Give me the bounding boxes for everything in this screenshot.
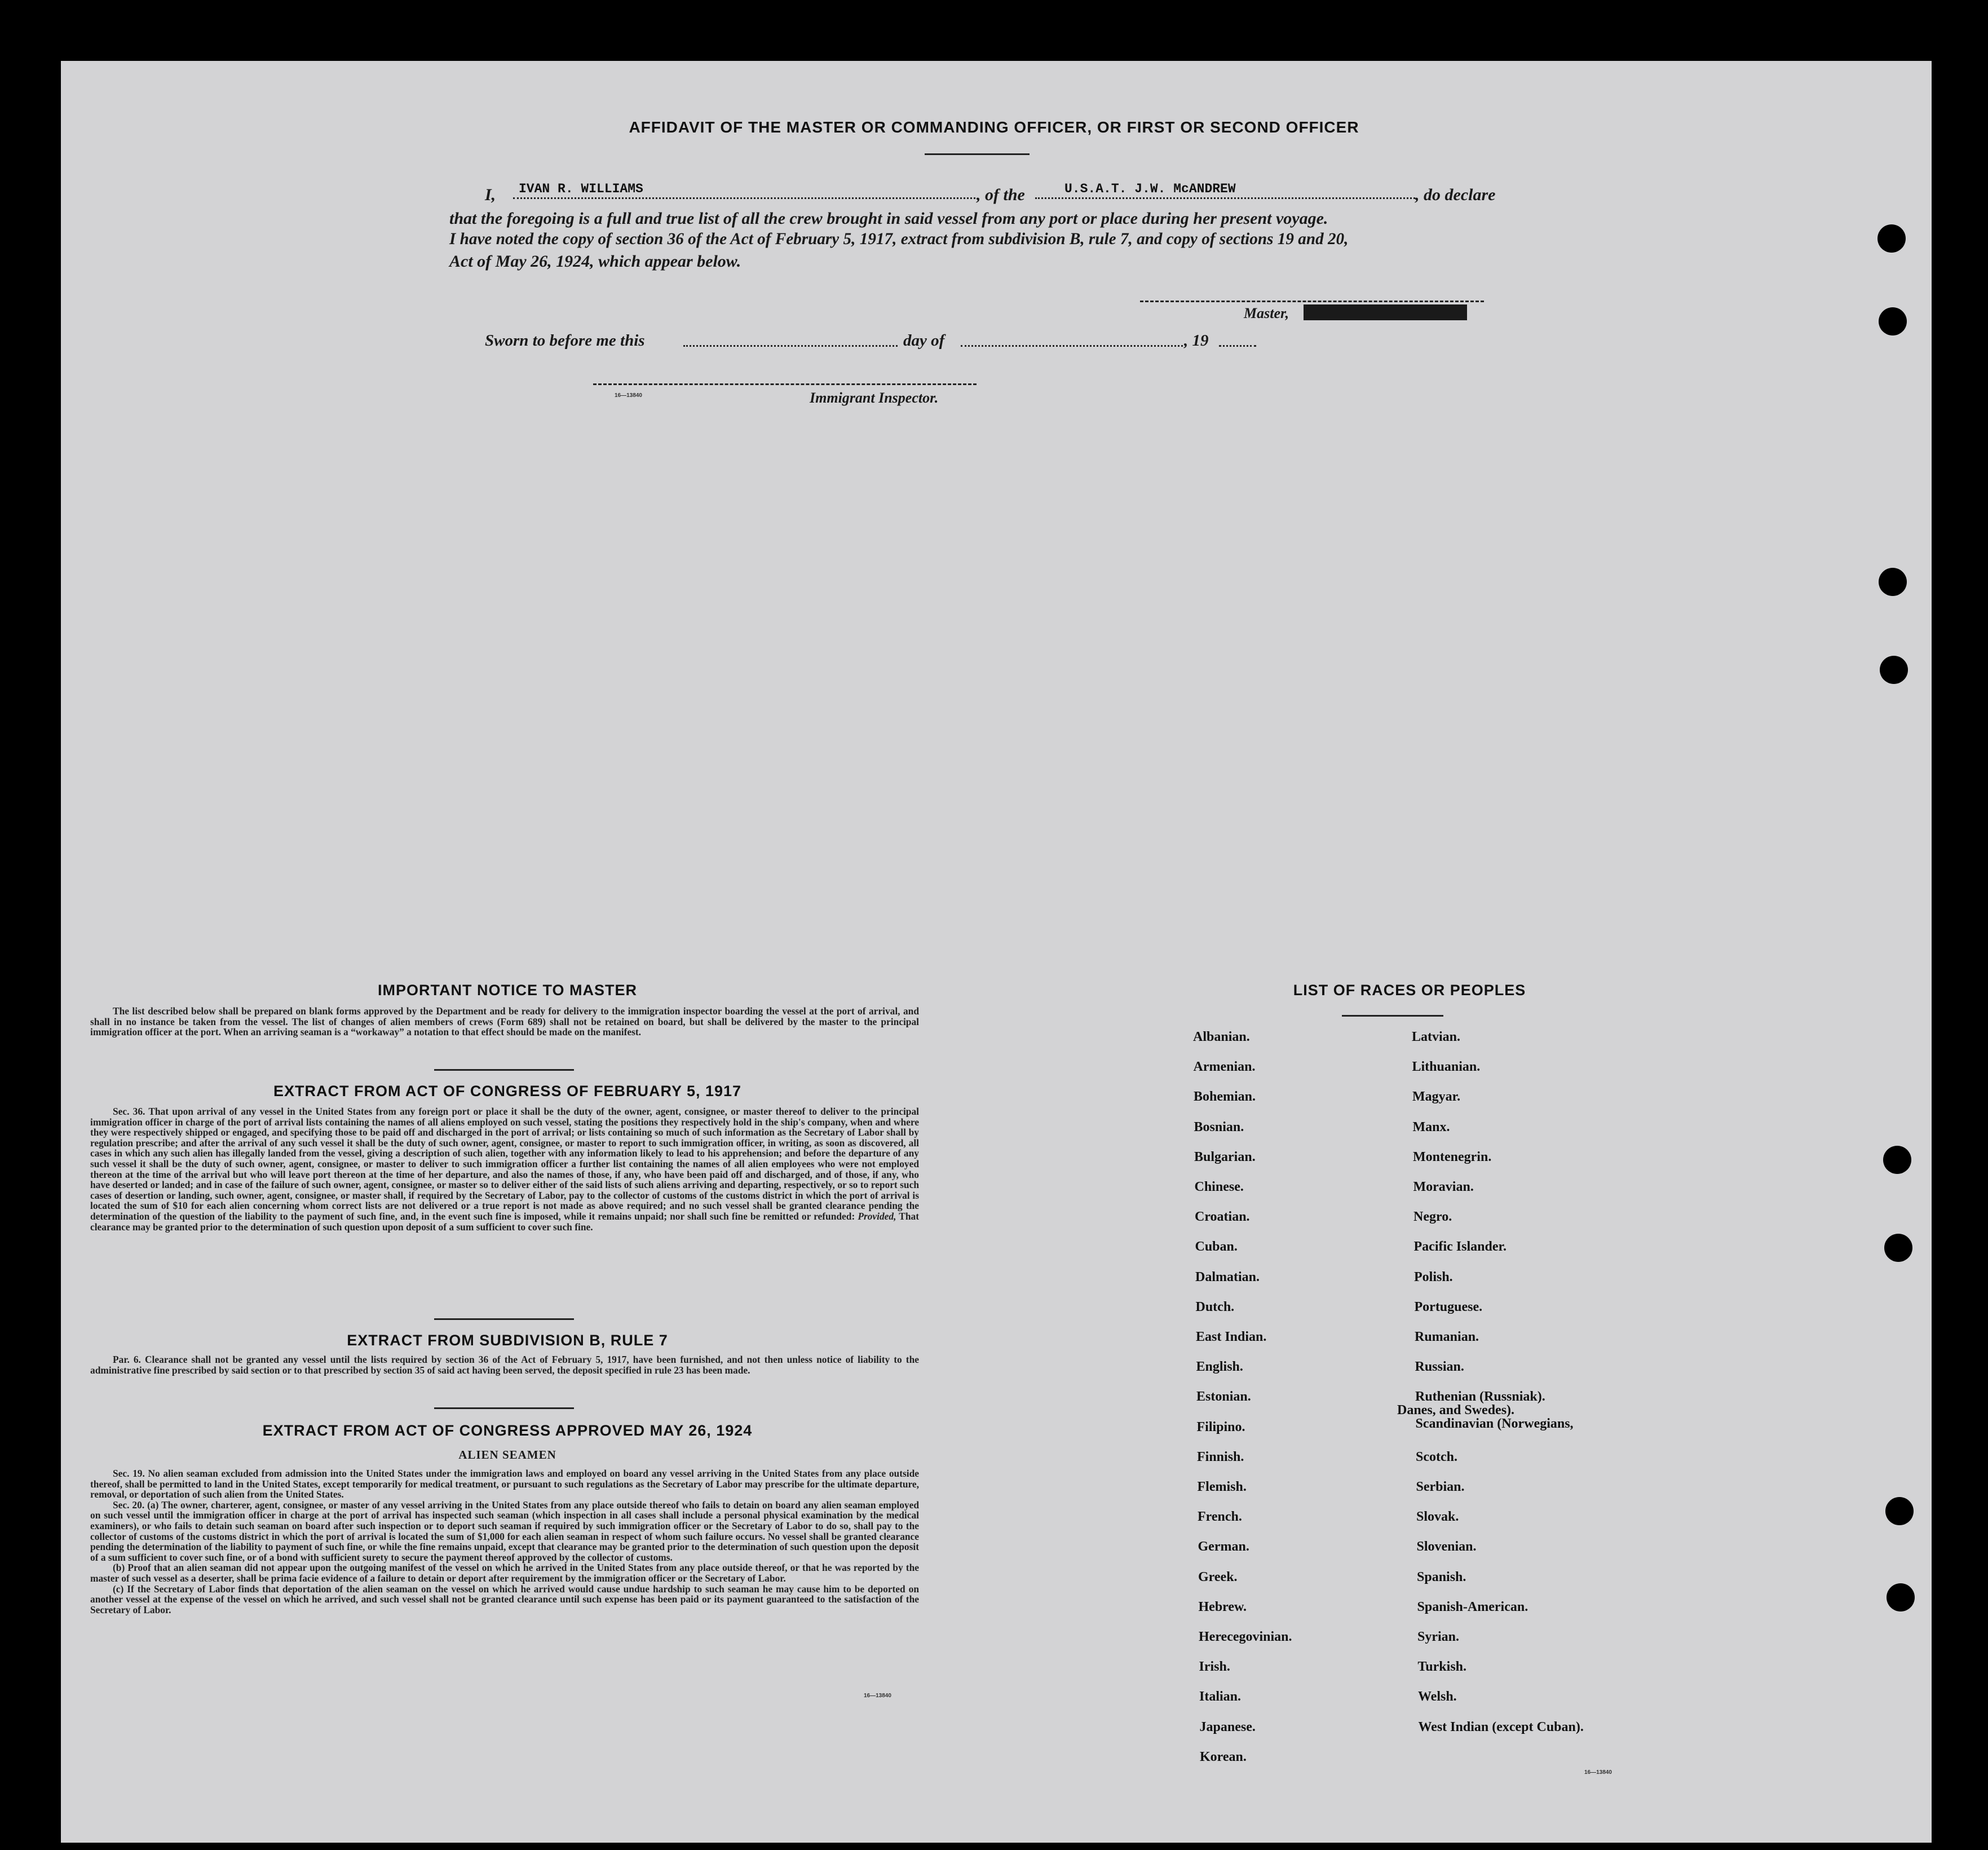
year-label: , 19 [1184,332,1209,350]
affidavit-line: that the foregoing is a full and true list of all the crew brought in said vessel from any port or place during her present voyage. [449,209,1328,228]
extract-rule7-body [90,1354,919,1375]
race-item: Chinese. [1194,1180,1244,1194]
race-item: Cuban. [1195,1239,1238,1255]
race-item: Dutch. [1195,1299,1235,1314]
signature-line [1140,301,1484,302]
race-item: Danes, and Swedes). [1397,1403,1515,1418]
race-item: Estonian. [1196,1389,1251,1405]
redacted-text [1304,304,1467,320]
alien-seamen-subtitle: ALIEN SEAMEN [458,1448,556,1462]
race-item: Latvian. [1412,1030,1461,1044]
race-item: Montenegrin. [1413,1149,1492,1164]
punch-hole [1883,1146,1911,1174]
race-item: Irish. [1199,1659,1230,1675]
affidavit-line: I have noted the copy of section 36 of the Act of February 5, 1917, extract from subdivision B, rule 7, and copy of sections 19 and 20, [449,230,1349,248]
race-item: Flemish. [1197,1480,1247,1494]
vessel-blank [1035,197,1415,199]
race-item: Polish. [1414,1269,1453,1284]
punch-hole [1879,568,1907,596]
affidavit-line: Act of May 26, 1924, which appear below. [449,252,741,271]
name-blank [513,197,975,199]
section-text: (c) If the Secretary of Labor finds that deportation of the alien seaman on the vessel on which he arrived would cause undue hardship to such seaman he may cause him to be deported on another vessel at the expense of the vessel on which he arrived, and such vessel shall not be granted clearance until such expense has been paid or its payment guaranteed to the satisfaction of the Secretary of Labor. [90,1583,919,1615]
punch-hole [1885,1497,1914,1525]
sworn-label: Sworn to before me this [485,332,645,350]
race-item: Armenian. [1193,1059,1256,1075]
extract-rule7-title: EXTRACT FROM SUBDIVISION B, RULE 7 [347,1332,668,1349]
race-item: Dalmatian. [1195,1269,1260,1284]
extract-1924-body [90,1468,919,1615]
divider [1342,1015,1443,1017]
race-item: Rumanian. [1415,1330,1479,1344]
race-item: Finnish. [1197,1449,1244,1464]
section-label: Sec. 36. [113,1106,145,1117]
divider [434,1069,574,1071]
punch-hole [1884,1234,1912,1262]
race-item: Hebrew. [1198,1599,1247,1614]
form-number: 16—13840 [864,1693,891,1699]
section-text: That upon arrival of any vessel in the United States from any foreign port or place it shall be the duty of the owner, agent, consignee, or master thereof to deliver to the principal immigration officer in charge of the port of arrival lists containing the names of all aliens employed on such vessel, stating the positions they respectively hold in the ship's company, when and where they were respectively shipped or engaged, and specifying those to be paid off and discharged in the port of arrival; or lists containing so much of such information as the Secretary of Labor shall by regulation prescribe; and after the arrival of any such vessel it shall be the duty of such owner, agent, consignee, or master to report to such immigration officer, in writing, as soon as discovered, all cases in which any such alien has illegally landed from the vessel, giving a description of such alien, together with any information likely to lead to his apprehension; and before the departure of any such vessel it shall be the duty of such owner, agent, consignee, or master to deliver to such immigration officer a further list containing the names of all alien employees who were not employed thereon at the time of the arrival but who will leave port thereon at the time of her departure, and also the names of those, if any, who have been paid off and discharged, and of those, if any, who have deserted or landed; and in case of the failure of such owner, agent, consignee, or master so to deliver either of the said lists of such aliens arriving and departing, respectively, or so to report such cases of desertion or landing, such owner, agent, consignee, or master shall, if required by the Secretary of Labor, pay to the collector of customs of the customs district in which the port of arrival is located the sum of $10 for each alien concerning whom correct lists are not delivered or a true report is not made as above required; and no such vessel shall be granted clearance pending the determination of the question of the liability to the payment of such fine, and, in the event such fine is imposed, while it remains unpaid; nor shall such fine be remitted or refunded: [90,1106,919,1222]
notice-title: IMPORTANT NOTICE TO MASTER [378,982,637,999]
rule7-paragraph: Par. 6. Clearance shall not be granted any vessel until the lists required by section 36 of the Act of February 5, 1917, have been furnished, and not then unless notice of liability to the administrative fine prescribed by said section or to that prescribed by section 35 of said act having been served, the deposit specified in rule 23 has been made. [90,1354,919,1376]
notice-body [90,1006,919,1037]
race-item: Albanian. [1193,1030,1250,1044]
extract-1924-title: EXTRACT FROM ACT OF CONGRESS APPROVED MAY 26, 1924 [262,1422,753,1439]
extract-1917-title: EXTRACT FROM ACT OF CONGRESS OF FEBRUARY 5, 1917 [273,1083,742,1100]
punch-hole [1879,307,1907,335]
race-item: Turkish. [1417,1659,1467,1675]
race-item: Moravian. [1413,1180,1474,1194]
race-item: Serbian. [1416,1480,1465,1494]
race-item: Ruthenian (Russniak). [1415,1389,1545,1405]
race-item: Filipino. [1196,1419,1245,1434]
race-item: Spanish-American. [1417,1599,1528,1614]
race-item: Bosnian. [1194,1119,1244,1134]
do-declare-label: , do declare [1415,186,1496,204]
race-item: Italian. [1199,1689,1242,1705]
race-item: Slovak. [1416,1509,1459,1525]
extract-1917-body [90,1106,919,1232]
race-item: Welsh. [1418,1689,1457,1705]
form-number: 16—13840 [1584,1769,1612,1776]
race-item: Greek. [1198,1569,1238,1584]
race-item: Bulgarian. [1194,1149,1256,1164]
race-item: Slovenian. [1416,1539,1477,1555]
section-label: Sec. 20. [113,1499,145,1511]
punch-hole [1880,656,1908,684]
races-title: LIST OF RACES OR PEOPLES [1293,982,1526,999]
race-item: Korean. [1200,1749,1247,1764]
race-item: Negro. [1413,1209,1452,1225]
race-item: Lithuanian. [1412,1059,1481,1075]
inspector-signature-line [593,383,977,385]
race-item: Syrian. [1417,1630,1460,1644]
race-item: Pacific Islander. [1413,1239,1507,1255]
race-item: English. [1196,1359,1243,1375]
section-text: That clearance may be granted prior to the determination of such question upon deposit of a sum sufficient to cover such fine. [90,1210,919,1233]
year-blank [1219,345,1256,347]
day-of-label: day of [903,332,945,350]
form-number: 16—13840 [615,392,642,399]
race-item: Scotch. [1416,1449,1457,1464]
punch-hole [1887,1583,1915,1611]
vessel-name: U.S.A.T. J.W. McANDREW [1064,182,1236,196]
race-item: Scandinavian (Norwegians, [1415,1416,1574,1431]
race-item: Croatian. [1195,1209,1250,1225]
of-the-label: , of the [977,186,1025,204]
race-item: Herecegovinian. [1199,1630,1292,1644]
date-blank [683,345,898,347]
section-text: (b) Proof that an alien seaman did not appear upon the outgoing manifest of the vessel on which he arrived in the United States from any place outside thereof, or that he was reported by the master of such vessel as a deserter, shall be prima facie evidence of a failure to detain or deport after requirement by the immigration officer or the Secretary of Labor. [90,1562,919,1584]
inspector-label: Immigrant Inspector. [810,390,939,406]
race-item: Portuguese. [1414,1299,1483,1314]
race-item: West Indian (except Cuban). [1418,1719,1584,1734]
affidavit-title: AFFIDAVIT OF THE MASTER OR COMMANDING OFFICER, OR FIRST OR SECOND OFFICER [629,118,1359,136]
divider [925,153,1030,155]
race-item: Magyar. [1412,1089,1461,1105]
provided-word: Provided, [858,1210,896,1222]
divider [434,1318,574,1320]
divider [434,1407,574,1409]
race-item: Russian. [1415,1359,1464,1375]
race-item: Manx. [1412,1119,1450,1134]
i-label: I, [485,186,496,204]
race-item: Bohemian. [1194,1089,1256,1105]
punch-hole [1877,224,1906,253]
section-text: No alien seaman excluded from admission into the United States under the immigration laws and employed on board any vessel arriving in the United States from any place outside thereof, shall be permitted to land in the United States, except temporarily for medical treatment, or pursuant to such regulations as the Secretary of Labor may prescribe for the ultimate departure, removal, or deportation of such alien from the United States. [90,1468,919,1500]
race-item: Spanish. [1417,1569,1466,1584]
race-item: French. [1198,1509,1242,1525]
race-item: German. [1198,1539,1249,1555]
notice-paragraph: The list described below shall be prepared on blank forms approved by the Department and be ready for delivery to the immigration inspector boarding the vessel at the port of arrival, and shall in no instance be taken from the vessel. The list of changes of alien members of crews (Form 689) shall not be retained on board, but shall be delivered by the master to the principal immigration officer at the port. When an arriving seaman is a “workaway” a notation to that effect should be made on the manifest. [90,1005,919,1038]
month-blank [961,345,1183,347]
master-label: Master, [1244,305,1289,321]
section-text: (a) The owner, charterer, agent, consignee, or master of any vessel arriving in the United States from any place outside thereof who fails to detain on board any alien seaman employed on such vessel until the immigration officer in charge at the port of arrival has inspected such seaman (which inspection in all cases shall include a personal physical examination by the medical examiners), or who fails to detain such seaman on board after such inspection or to deport such seaman if required by such immigration officer or the Secretary of Labor to do so, shall pay to the collector of customs of the customs district in which the port of arrival is located the sum of $1,000 for each alien seaman in respect of whom such failure occurs. No vessel shall be granted clearance pending the determination of the liability to payment of such fine, or while the fine remains unpaid, except that clearance may be granted prior to the determination of such question upon the deposit of a sum sufficient to cover such fine, or of a bond with sufficient surety to secure the payment thereof approved by the collector of customs. [90,1499,919,1563]
master-name: IVAN R. WILLIAMS [519,182,643,196]
race-item: East Indian. [1196,1330,1267,1344]
section-label: Sec. 19. [113,1468,145,1479]
race-item: Japanese. [1199,1719,1256,1734]
